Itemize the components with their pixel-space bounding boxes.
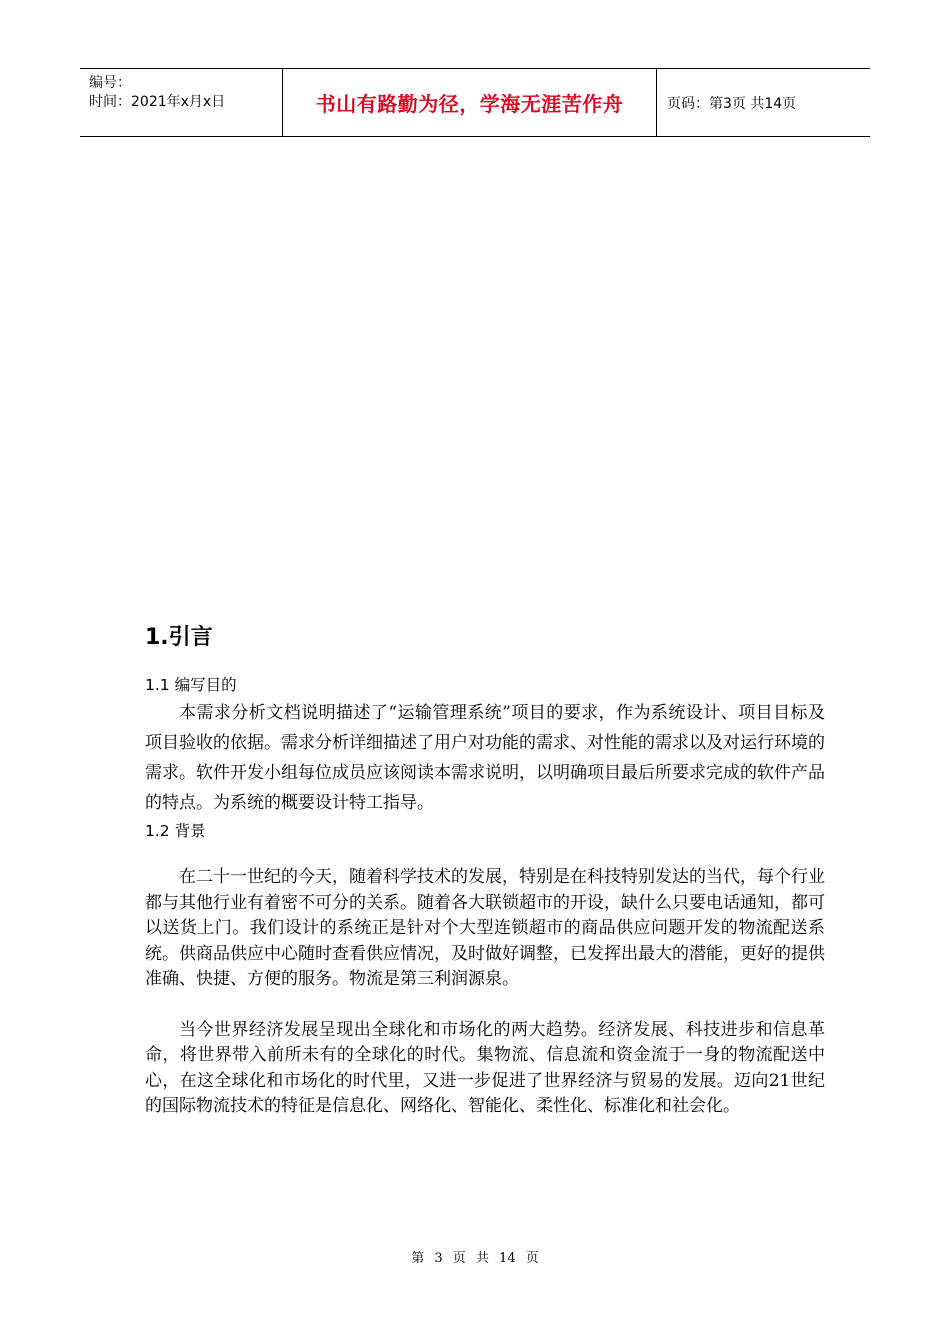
document-number-label: 编号： <box>89 75 131 91</box>
purpose-paragraph: 本需求分析文档说明描述了“运输管理系统”项目的要求，作为系统设计、项目目标及项目验收的依据。需求分析详细描述了用户对功能的需求、对性能的需求以及对运行环境的需求。软件开发小组每位成员应该阅读本需求说明，以明确项目最后所要求完成的软件产品的特点。为系统的概要设计特工指导。 <box>145 703 825 813</box>
subsection-title-background: 1.2 背景 <box>145 822 206 840</box>
header-motto: 书山有路勤为径，学海无涯苦作舟 <box>315 92 624 116</box>
page-footer: 第 3 页 共 14 页 <box>411 1251 539 1266</box>
header-page-info <box>657 69 870 136</box>
page-header <box>80 68 870 137</box>
section-title-introduction: 1.引言 <box>145 625 213 650</box>
header-page-info-text: 页码：第3页 共14页 <box>667 95 797 112</box>
header-meta <box>80 69 282 136</box>
document-body <box>145 618 825 1120</box>
paragraph-gap <box>145 993 825 1018</box>
background-paragraph-2: 当今世界经济发展呈现出全球化和市场化的两大趋势。经济发展、科技进步和信息革命，将世界带入前所未有的全球化的时代。集物流、信息流和资金流于一身的物流配送中心，在这全球化和市场化的时代里，又进一步促进了世界经济与贸易的发展。迈向21世纪的国际物流技术的特征是信息化、网络化、智能化、柔性化、标准化和社会化。 <box>145 1019 825 1116</box>
header-motto-cell <box>282 69 657 136</box>
subsection-title-purpose: 1.1 编写目的 <box>145 676 237 694</box>
paragraph-gap <box>145 844 825 865</box>
document-date-label: 时间：2021年x月x日 <box>89 94 226 110</box>
background-paragraph-1: 在二十一世纪的今天，随着科学技术的发展，特别是在科技特别发达的当代，每个行业都与其他行业有着密不可分的关系。随着各大联锁超市的开设，缺什么只要电话通知，都可以送货上门。我们设计的系统正是针对个大型连锁超市的商品供应问题开发的物流配送系统。供商品供应中心随时查看供应情况，及时做好调整，已发挥出最大的潜能，更好的提供准确、快捷、方便的服务。物流是第三利润源泉。 <box>145 867 825 989</box>
